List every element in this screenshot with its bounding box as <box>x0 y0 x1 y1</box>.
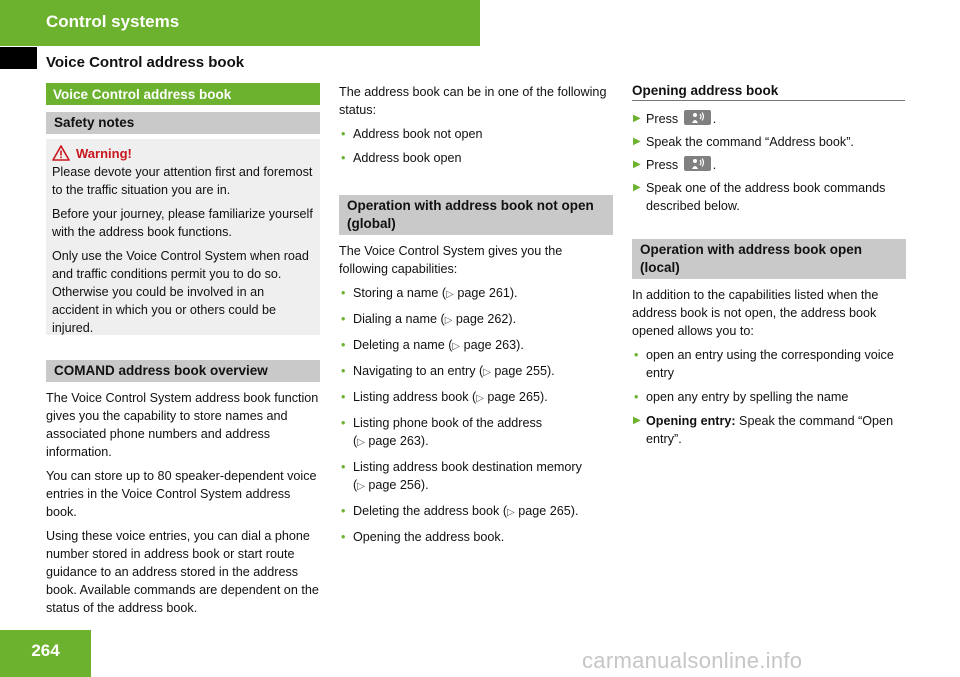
safety-notes-heading: Safety notes <box>46 112 320 134</box>
triangle-right-icon: ▷ <box>476 393 484 404</box>
watermark: carmanualsonline.info <box>582 648 803 673</box>
capability-item: • Storing a name (▷ page 261). <box>339 284 613 304</box>
global-operation-heading: Operation with address book not open (global) <box>339 195 613 235</box>
warning-text-2: Before your journey, please familiarize yourself with the address book functions. <box>52 207 313 239</box>
triangle-right-icon: ▶ <box>633 136 641 147</box>
triangle-right-icon: ▷ <box>507 507 515 518</box>
section-title: Voice Control address book <box>46 54 245 71</box>
step-item: ▶ Press . <box>633 112 717 126</box>
warning-triangle-icon <box>52 145 70 161</box>
overview-paragraph-2: You can store up to 80 speaker-dependent voice entries in the Voice Control System address book. <box>46 469 317 519</box>
talk-button-icon <box>684 156 711 171</box>
warning-box <box>46 139 320 335</box>
open-entry-text: Speak the command “Open entry”. <box>646 414 894 446</box>
capability-item: • Listing address book (▷ page 265). <box>339 388 613 408</box>
capability-item: • Deleting the address book (▷ page 265). <box>339 502 613 522</box>
triangle-right-icon: ▶ <box>633 415 641 426</box>
warning-text-3: Only use the Voice Control System when road and traffic conditions permit you to do so. Otherwise you could be involved in an accident in which you or others could be injured. <box>52 249 309 335</box>
green-title-bar: Voice Control address book <box>46 83 320 105</box>
overview-body <box>46 389 324 623</box>
capability-item: • Listing address book destination memory (▷ page 256). <box>339 458 613 496</box>
overview-paragraph-1: The Voice Control System address book function gives you the capability to store names and associated phone numbers and address information. <box>46 391 319 459</box>
overview-paragraph-3: Using these voice entries, you can dial a phone number stored in address book or start route guidance to an address stored in the address book. Available commands are dependent on the status of the address book. <box>46 529 319 615</box>
opening-heading: Opening address book <box>632 83 905 101</box>
triangle-right-icon: ▶ <box>633 113 641 124</box>
capabilities-section <box>339 242 613 552</box>
triangle-right-icon: ▷ <box>452 341 461 352</box>
status-item: • Address book open <box>339 149 613 167</box>
capability-item: • Navigating to an entry (▷ page 255). <box>339 362 613 382</box>
triangle-right-icon: ▶ <box>633 159 641 170</box>
capability-item: • Dialing a name (▷ page 262). <box>339 310 613 330</box>
triangle-right-icon: ▷ <box>357 437 365 448</box>
triangle-right-icon: ▶ <box>633 182 641 193</box>
triangle-right-icon: ▷ <box>483 367 491 378</box>
status-intro: The address book can be in one of the following status: <box>339 85 607 117</box>
capability-item: • Opening the address book. <box>339 528 613 546</box>
overview-heading: COMAND address book overview <box>46 360 320 382</box>
local-item: • open an entry using the corresponding voice entry <box>632 346 908 382</box>
triangle-right-icon: ▷ <box>357 481 365 492</box>
warning-header <box>52 145 314 161</box>
local-item: • open any entry by spelling the name <box>632 388 908 406</box>
triangle-right-icon: ▷ <box>446 289 454 300</box>
page-number: 264 <box>0 630 91 677</box>
capability-item: • Listing phone book of the address (▷ page 263). <box>339 414 613 452</box>
local-operation-heading: Operation with address book open (local) <box>632 239 906 279</box>
open-entry-label: Opening entry: <box>646 414 736 428</box>
capabilities-intro: The Voice Control System gives you the following capabilities: <box>339 244 563 276</box>
warning-label: Warning! <box>76 145 132 161</box>
open-entry-step <box>632 412 908 448</box>
local-section <box>632 286 908 453</box>
status-item: • Address book not open <box>339 125 613 143</box>
step-item: ▶ Speak one of the address book commands described below. <box>633 181 886 213</box>
chapter-title: Control systems <box>46 12 180 31</box>
status-section <box>339 83 613 173</box>
step-item: ▶ Press . <box>633 158 717 172</box>
talk-button-icon <box>684 110 711 125</box>
local-intro: In addition to the capabilities listed when the address book is not open, the address book opened allows you to: <box>632 288 879 338</box>
step-item: ▶ Speak the command “Address book”. <box>633 135 854 149</box>
warning-text-1: Please devote your attention first and foremost to the traffic situation you are in. <box>52 165 313 197</box>
opening-steps <box>632 110 906 220</box>
page-corner-marker <box>0 47 37 69</box>
capability-item: • Deleting a name (▷ page 263). <box>339 336 613 356</box>
triangle-right-icon: ▷ <box>444 315 453 326</box>
